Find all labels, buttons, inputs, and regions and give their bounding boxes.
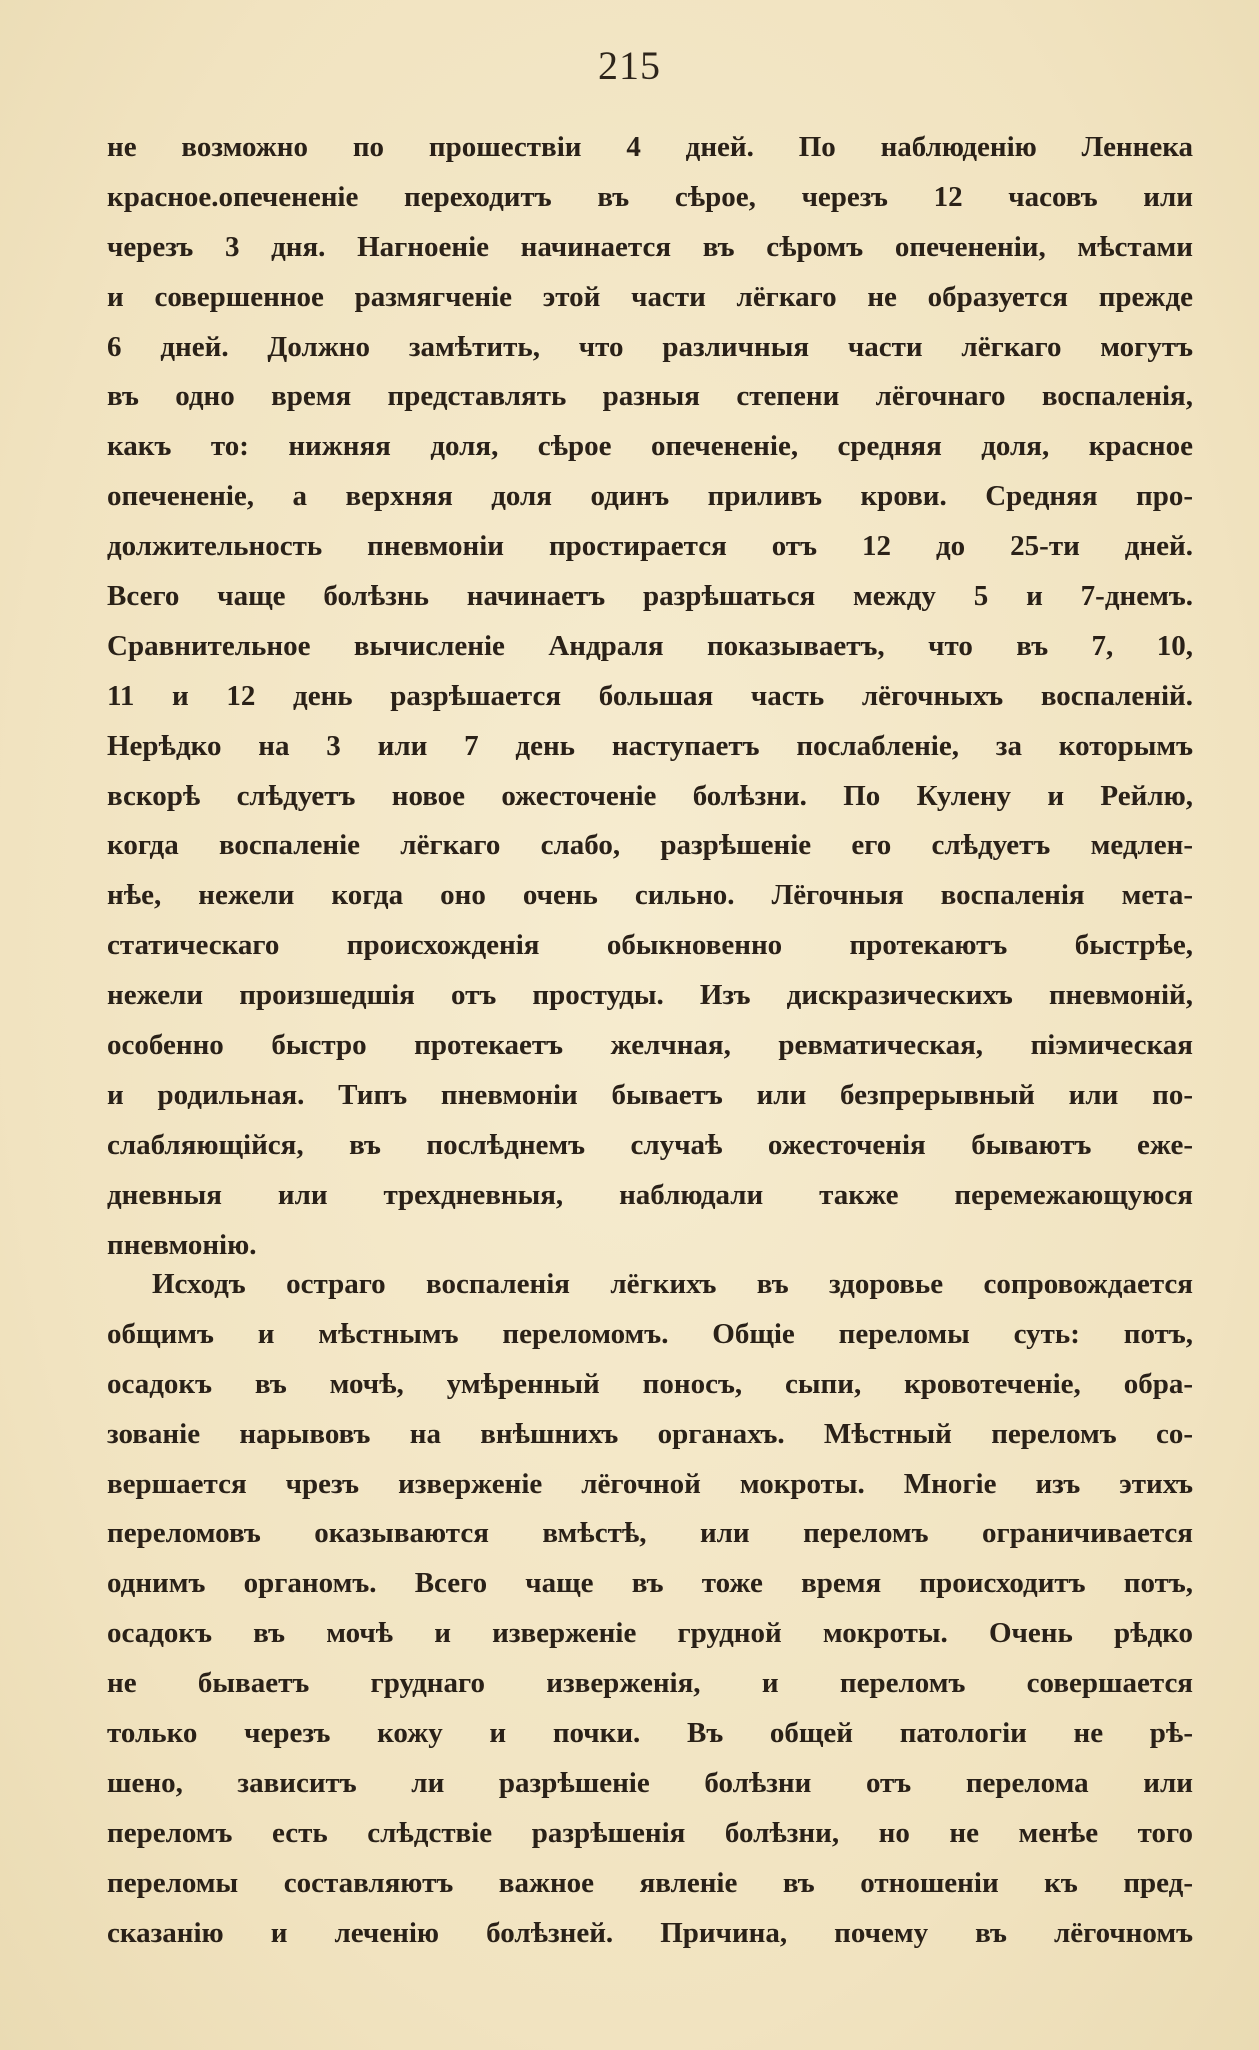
text-line: Исходъ остраго воспаленія лёгкихъ въ здоровье сопровождается [152,1268,1193,1300]
text-line: 11 и 12 день разрѣшается большая часть лёгочныхъ воспаленій. [107,679,1193,712]
paragraph-1 [107,123,1193,1270]
text-line: дневныя или трехдневныя, наблюдали также перемежающуюся [107,1178,1193,1211]
text-line: нѣе, нежели когда оно очень сильно. Лёгочныя воспаленія мета- [107,879,1193,912]
text-line: осадокъ въ мочѣ и изверженіе грудной мокроты. Очень рѣдко [107,1617,1193,1650]
text-line: переломъ есть слѣдствіе разрѣшенія болѣзни, но не менѣе того [107,1816,1193,1849]
paragraph-2 [107,1260,1193,1958]
text-line: опечененіе, а верхняя доля одинъ приливъ крови. Средняя про- [107,480,1193,513]
text-line: Сравнительное вычисленіе Андраля показываетъ, что въ 7, 10, [107,629,1193,662]
text-line: должительность пневмоніи простирается отъ 12 до 25-ти дней. [107,530,1193,563]
text-line: черезъ 3 дня. Нагноеніе начинается въ сѣромъ опечененіи, мѣстами [107,230,1193,263]
text-line: какъ то: нижняя доля, сѣрое опечененіе, средняя доля, красное [107,430,1193,463]
text-line: шено, зависитъ ли разрѣшеніе болѣзни отъ перелома или [107,1766,1193,1799]
text-line: пневмонію. [107,1228,257,1261]
text-line: Всего чаще болѣзнь начинаетъ разрѣшаться между 5 и 7-днемъ. [107,580,1193,613]
text-line: сказанію и леченію болѣзней. Причина, почему въ лёгочномъ [107,1916,1193,1949]
text-line: вскорѣ слѣдуетъ новое ожесточеніе болѣзни. По Кулену и Рейлю, [107,779,1193,812]
text-line: только черезъ кожу и почки. Въ общей патологіи не рѣ- [107,1717,1193,1750]
text-line: не бываетъ груднаго изверженія, и переломъ совершается [107,1667,1193,1700]
text-line: когда воспаленіе лёгкаго слабо, разрѣшеніе его слѣдуетъ медлен- [107,829,1193,862]
text-line: осадокъ въ мочѣ, умѣренный поносъ, сыпи, кровотеченіе, обра- [107,1367,1193,1400]
text-line: переломовъ оказываются вмѣстѣ, или переломъ ограничивается [107,1517,1193,1550]
text-line: особенно быстро протекаетъ желчная, ревматическая, піэмическая [107,1029,1193,1062]
text-line: вершается чрезъ изверженіе лёгочной мокроты. Многіе изъ этихъ [107,1467,1193,1500]
text-line: нежели произшедшія отъ простуды. Изъ дискразическихъ пневмоній, [107,979,1193,1012]
text-line: Нерѣдко на 3 или 7 день наступаетъ послабленіе, за которымъ [107,729,1193,762]
text-line: зованіе нарывовъ на внѣшнихъ органахъ. Мѣстный переломъ со- [107,1417,1193,1450]
text-line: и родильная. Типъ пневмоніи бываетъ или безпрерывный или по- [107,1078,1193,1111]
text-line: слабляющійся, въ послѣднемъ случаѣ ожесточенія бываютъ еже- [107,1128,1193,1161]
text-line: однимъ органомъ. Всего чаще въ тоже время происходитъ потъ, [107,1567,1193,1600]
page-number: 215 [598,43,661,88]
text-line: общимъ и мѣстнымъ переломомъ. Общіе переломы суть: потъ, [107,1317,1193,1350]
text-line: и совершенное размягченіе этой части лёгкаго не образуется прежде [107,280,1193,313]
text-line: не возможно по прошествіи 4 дней. По наблюденію Леннека [107,131,1193,163]
text-line: красное.опечененіе переходитъ въ сѣрое, черезъ 12 часовъ или [107,180,1193,213]
text-line: переломы составляютъ важное явленіе въ отношеніи къ пред- [107,1866,1193,1899]
text-line: въ одно время представлять разныя степени лёгочнаго воспаленія, [107,380,1193,413]
text-line: статическаго происхожденія обыкновенно протекаютъ быстрѣе, [107,929,1193,962]
text-line: 6 дней. Должно замѣтить, что различныя части лёгкаго могутъ [107,330,1193,363]
